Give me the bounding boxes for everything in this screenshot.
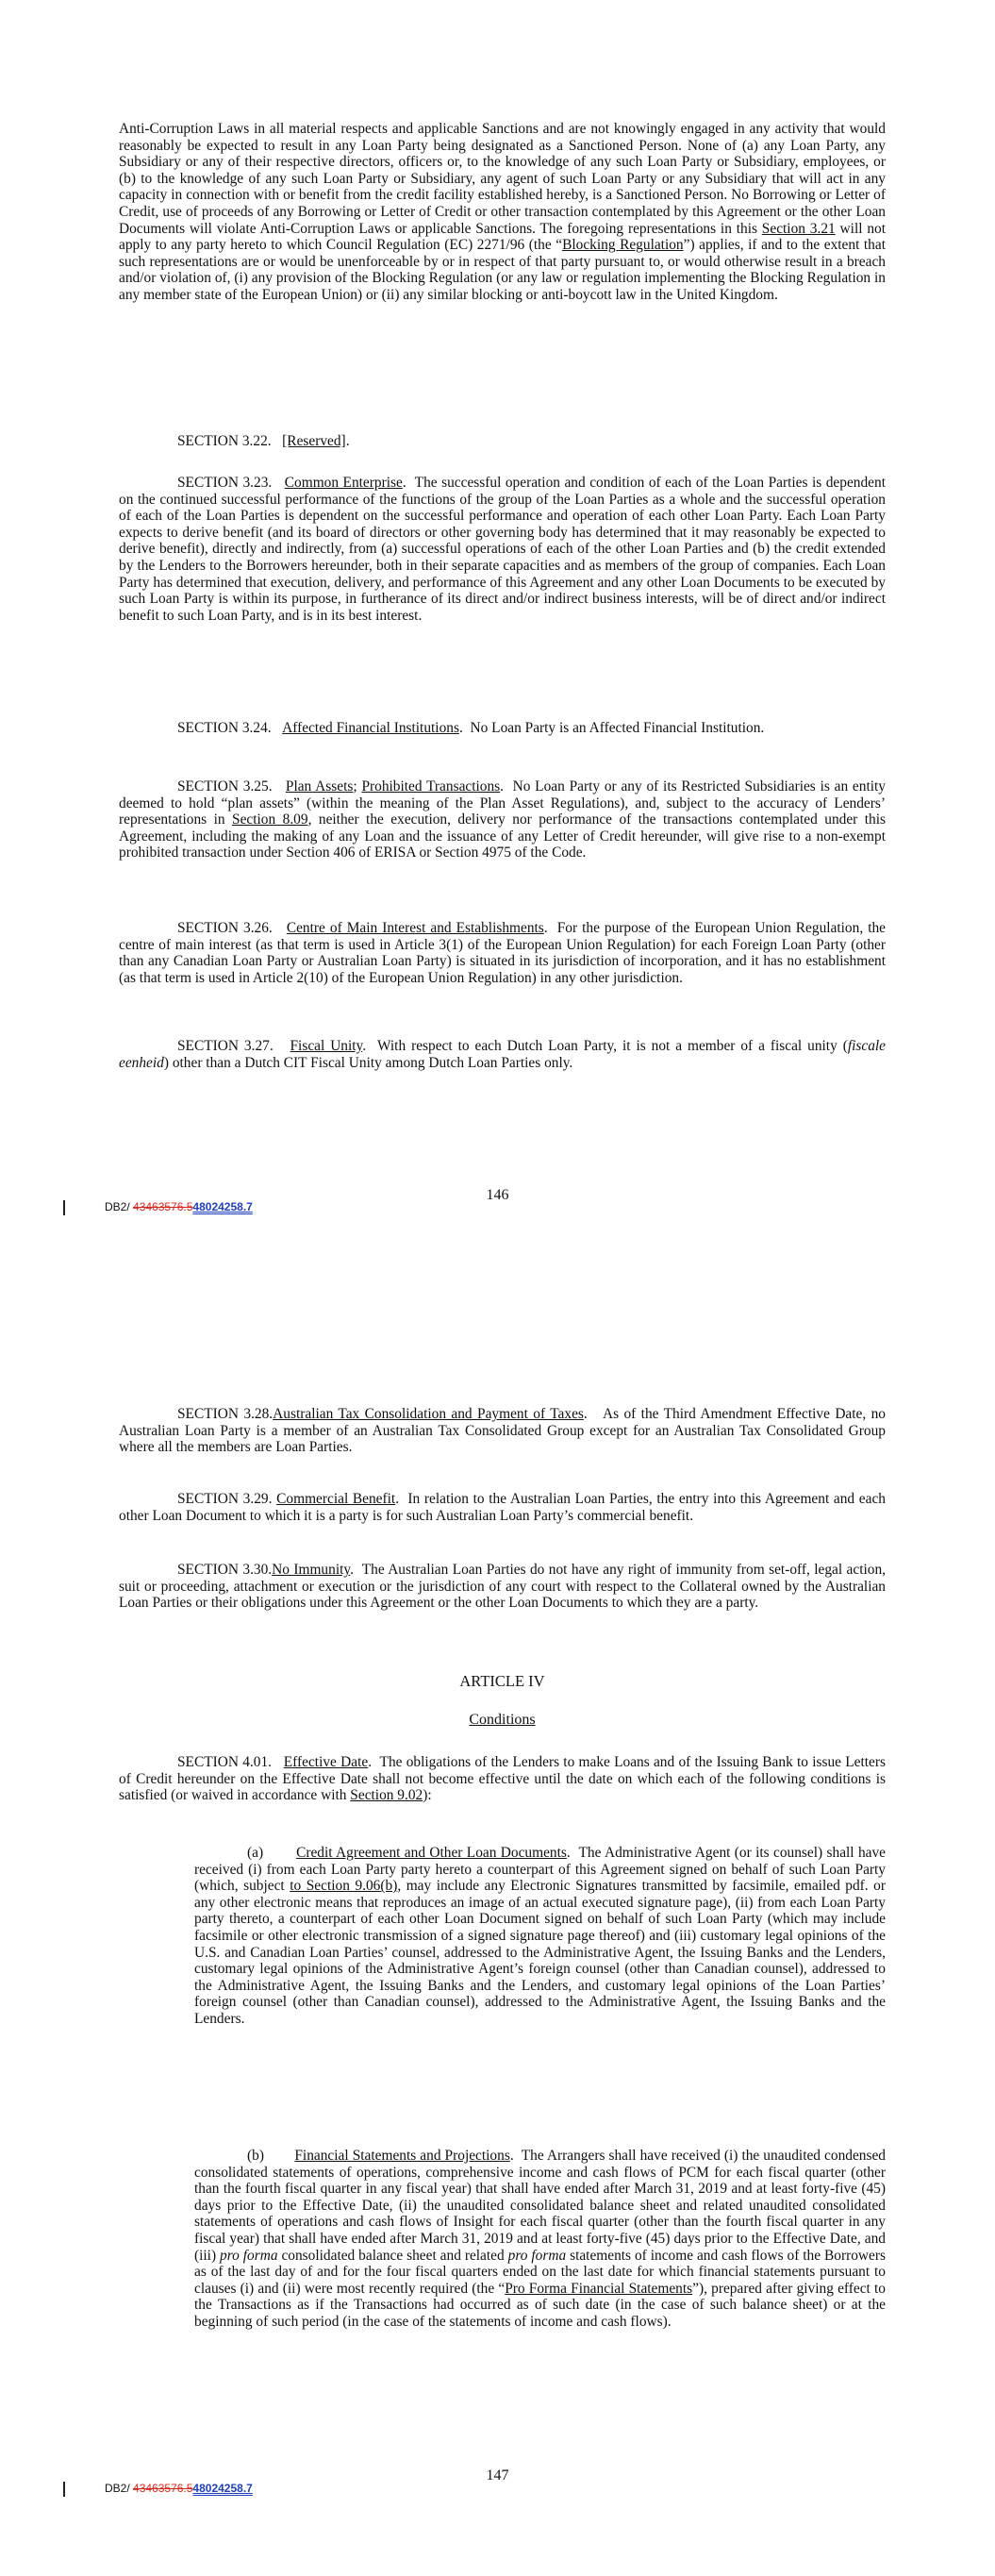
section-number: SECTION 3.25. (177, 778, 273, 795)
section-3-23: SECTION 3.23. Common Enterprise. The successful operation and condition of each of the Loan Parties is dependent on the continued successful performance of the functions of the group of the Loan Parties as a whole and the successful operation of each of the Loan Parties is dependent on the successful performance and operation of each other Loan Party. Each Loan Party expects to derive benefit (and its board of directors or other governing body has determined that it may reasonably be expected to derive benefit), directly and indirectly, from (a) successful operations of each of the other Loan Parties and (b) the credit extended by the Lenders to the Borrowers hereunder, both in their separate capacities and as members of the group of companies. Each Loan Party has determined that execution, delivery, and performance of this Agreement and any other Loan Documents to be executed by such Loan Party is within its purpose, in furtherance of its direct and/or indirect business interests, will be of direct and/or indirect benefit to such Loan Party, and is in its best interest. (119, 475, 886, 624)
section-number: SECTION 3.28. (177, 1406, 274, 1422)
clause-text: The Arrangers shall have received (i) the unaudited condensed consolidated statements of operations, comprehensive income and cash flows of PCM for each fiscal quarter (other than the fourth fiscal quarter in any fiscal year) that shall have ended after March 31, 2019 and at least forty-five (45) days prior to the Effective Date, (ii) the unaudited consolidated balance sheet and related unaudited consolidated statements of operations and cash flows of Insight for each fiscal quarter (other than the fourth fiscal quarter in any fiscal year) that shall have ended after March 31, 2019 and at least forty-five (45) days prior to the Effective Date, and (iii) (194, 2148, 887, 2264)
section-4-01: SECTION 4.01. Effective Date. The obligations of the Lenders to make Loans and of the Issuing Bank to issue Letters of Credit hereunder on the Effective Date shall not become effective until the date on which each of the following conditions is satisfied (or waived in accordance with Section 9.02): (119, 1754, 886, 1804)
paragraph-sanctions-continuation (119, 121, 886, 304)
section-text: ) other than a Dutch CIT Fiscal Unity among Dutch Loan Parties only. (163, 1054, 573, 1071)
section-3-28: SECTION 3.28.Australian Tax Consolidation and Payment of Taxes. As of the Third Amendment Effective Date, no Australian Loan Party is a member of an Australian Tax Consolidated Group except for an Australian Tax Consolidated Group where all the members are Loan Parties. (119, 1406, 887, 1456)
clause-label: (b) (247, 2148, 264, 2164)
section-text: The successful operation and condition of each of the Loan Parties is dependent on the continued successful performance of the functions of the group of the Loan Parties as a whole and the successful operation of each of the Loan Parties is dependent on the successful performance and operation of each other Loan Party. Each Loan Party expects to derive benefit (and its board of directors or other governing body has determined that it may reasonably be expected to derive benefit), directly and indirectly, from (a) successful operations of each of the other Loan Parties and (b) the credit extended by the Lenders to the Borrowers hereunder, both in their separate capacities and as members of the group of companies. Each Loan Party has determined that execution, delivery, and performance of this Agreement and any other Loan Documents to be executed by such Loan Party is within its purpose, in furtherance of its direct and/or indirect business interests, will be of direct and/or indirect benefit to such Loan Party, and is in its best interest. (119, 475, 886, 624)
clause-label: (a) (247, 1845, 264, 1861)
section-title: Plan Assets (285, 778, 354, 795)
section-number: SECTION 3.30. (177, 1562, 273, 1578)
section-title: [Reserved] (282, 433, 346, 449)
clause-text: , may include any Electronic Signatures transmitted by facsimile, emailed pdf. or any other electronic means that reproduces an image of an actual executed signature page), (ii) from each Loan Party party thereto, a counterpart of each other Loan Document signed on behalf of such Loan Party (which may include facsimile or other electronic transmission of a signed signature page thereof) and (iii) customary legal opinions of the U.S. and Canadian Loan Parties’ counsel, addressed to the Administrative Agent, the Issuing Banks and the Lenders, customary legal opinions of the Administrative Agent’s foreign counsel (other than Canadian counsel), addressed to the Administrative Agent, the Issuing Banks and the Lenders, and customary legal opinions of the Loan Parties’ foreign counsel (other than Canadian counsel), addressed to the Administrative Agent, the Issuing Banks and the Lenders. (194, 1878, 886, 2027)
article-heading: ARTICLE IV (459, 1672, 545, 1690)
section-text: , neither the execution, delivery nor performance of the transactions contemplated under this Agreement, including the making of any Loan and the issuance of any Letter of Credit hereunder, will give rise to a non-exempt prohibited transaction under Section 406 of ERISA or Section 4975 of the Code. (119, 811, 886, 861)
footer-deleted-id: 43463576.5 (133, 1200, 193, 1214)
italic-term: pro forma (507, 2247, 567, 2264)
section-title: Centre of Main Interest and Establishments (286, 920, 544, 936)
paragraph-text: will not apply to any party hereto to which Council Regulation (EC) 2271/96 (the “ (119, 220, 886, 254)
section-number: SECTION 3.22. (177, 433, 272, 449)
section-text: No Loan Party or any of its Restricted Subsidiaries is an entity deemed to hold “plan assets” (within the meaning of the Plan Asset Regulations), and, subject to the accuracy of Lenders’ representations in (119, 778, 886, 828)
section-3-24: SECTION 3.24. Affected Financial Institutions. No Loan Party is an Affected Financial Institution. (177, 720, 765, 736)
document-footer (63, 2482, 253, 2497)
section-text: The obligations of the Lenders to make Loans and of the Issuing Bank to issue Letters of Credit hereunder on the Effective Date shall not become effective until the date on which each of the following conditions is satisfied (or waived in accordance with (119, 1754, 886, 1804)
italic-term: fiscale eenheid (119, 1038, 887, 1071)
clause-title: Financial Statements and Projections (294, 2148, 510, 2164)
section-number: SECTION 3.29. (177, 1491, 273, 1507)
page-number: 146 (486, 1187, 509, 1203)
footer-deleted-id: 43463576.5 (133, 2482, 193, 2496)
clause-text: The Administrative Agent (or its counsel) shall have received (i) from each Loan Party party hereto a counterpart of this Agreement signed on behalf of such Loan Party (which, subject (194, 1845, 887, 1895)
defined-term: Pro Forma Financial Statements (505, 2280, 693, 2297)
section-title: Effective Date (283, 1754, 369, 1770)
change-bar (63, 2482, 65, 2497)
clause-text: statements of income and cash flows of the Borrowers as of the last day of and for the four fiscal quarters ended on the last date for which financial statements pursuant to clauses (i) and (ii) were most recently required (the “ (194, 2247, 886, 2297)
page-147 (0, 1288, 995, 2576)
section-text: The Australian Loan Parties do not have any right of immunity from set-off, legal action, suit or proceeding, attachment or execution or the jurisdiction of any court with respect to the Collateral owned by the Australian Loan Parties or their obligations under this Agreement or the other Loan Documents to which they are a party. (119, 1562, 886, 1612)
section-3-26: SECTION 3.26. Centre of Main Interest and Establishments. For the purpose of the European Union Regulation, the centre of main interest (as that term is used in Article 3(1) of the European Union Regulation) for each Foreign Loan Party (other than any Canadian Loan Party or Australian Loan Party) is situated in its jurisdiction of incorporation, and it has no establishment (as that term is used in Article 2(10) of the European Union Regulation) in any other jurisdiction. (119, 920, 886, 986)
clause-title: Credit Agreement and Other Loan Documents (296, 1845, 567, 1861)
footer-inserted-id: 48024258.7 (192, 2482, 253, 2496)
section-number: SECTION 3.24. (177, 720, 272, 736)
article-title-wrap (119, 1712, 886, 1729)
section-number: SECTION 3.23. (177, 475, 273, 491)
section-title: Affected Financial Institutions (282, 720, 459, 736)
section-title: Commercial Benefit (276, 1491, 396, 1507)
section-3-30: SECTION 3.30.No Immunity. The Australian Loan Parties do not have any right of immunity from set-off, legal action, suit or proceeding, attachment or execution or the jurisdiction of any court with respect to the Collateral owned by the Australian Loan Parties or their obligations under this Agreement or the other Loan Documents to which they are a party. (119, 1562, 886, 1612)
section-text: No Loan Party is an Affected Financial Institution. (470, 720, 765, 736)
section-text: In relation to the Australian Loan Parties, the entry into this Agreement and each other Loan Document to which it is a party is for such Australian Loan Party’s commercial benefit. (119, 1491, 886, 1524)
page-number: 147 (486, 2467, 509, 2484)
footer-prefix: DB2/ (105, 1200, 134, 1214)
section-number: SECTION 3.26. (177, 920, 273, 936)
section-3-29: SECTION 3.29. Commercial Benefit. In relation to the Australian Loan Parties, the entry into this Agreement and each other Loan Document to which it is a party is for such Australian Loan Party’s commercial benefit. (119, 1491, 886, 1524)
section-text: For the purpose of the European Union Regulation, the centre of main interest (as that term is used in Article 3(1) of the European Union Regulation) for each Foreign Loan Party (other than any Canadian Loan Party or Australian Loan Party) is situated in its jurisdiction of incorporation, and it has no establishment (as that term is used in Article 2(10) of the European Union Regulation) in any other jurisdiction. (119, 920, 886, 986)
clause-text: ”), prepared after giving effect to the Transactions as if the Transactions had occurred as of such date (in the case of such balance sheet) or at the beginning of such period (in the case of the statements of income and cash flows). (194, 2280, 887, 2330)
section-3-25: SECTION 3.25. Plan Assets; Prohibited Transactions. No Loan Party or any of its Restricted Subsidiaries is an entity deemed to hold “plan assets” (within the meaning of the Plan Asset Regulations), and, subject to the accuracy of Lenders’ representations in Section 8.09, neither the execution, delivery nor performance of the transactions contemplated under this Agreement, including the making of any Loan and the issuance of any Letter of Credit hereunder, will give rise to a non-exempt prohibited transaction under Section 406 of ERISA or Section 4975 of the Code. (119, 778, 886, 861)
section-text: ): (423, 1787, 432, 1804)
footer-inserted-id: 48024258.7 (192, 1200, 253, 1214)
document-footer (63, 1200, 253, 1215)
section-reference: Section 8.09 (232, 811, 308, 828)
italic-term: pro forma (220, 2247, 278, 2264)
footer-prefix: DB2/ (105, 2482, 134, 2496)
defined-term: Blocking Regulation (562, 237, 684, 254)
section-number: SECTION 4.01. (177, 1754, 273, 1770)
section-title: No Immunity (272, 1562, 351, 1578)
section-reference: Section 9.02 (350, 1787, 423, 1804)
section-title: Fiscal Unity (290, 1038, 363, 1054)
article-title: Conditions (469, 1712, 536, 1728)
section-title: Prohibited Transactions (361, 778, 501, 795)
change-bar (63, 1200, 65, 1215)
clause-b: (b) Financial Statements and Projections. The Arrangers shall have received (i) the unaudited condensed consolidated statements of operations, comprehensive income and cash flows of PCM for each fiscal quarter (other than the fourth fiscal quarter in any fiscal year) that shall have ended after March 31, 2019 and at least forty-five (45) days prior to the Effective Date, (ii) the unaudited consolidated balance sheet and related unaudited consolidated statements of operations and cash flows of Insight for each fiscal quarter (other than the fourth fiscal quarter in any fiscal year) that shall have ended after March 31, 2019 and at least forty-five (45) days prior to the Effective Date, and (iii) pro forma consolidated balance sheet and related pro forma statements of income and cash flows of the Borrowers as of the last day of and for the four fiscal quarters ended on the last date for which financial statements pursuant to clauses (i) and (ii) were most recently required (the “Pro Forma Financial Statements”), prepared after giving effect to the Transactions as if the Transactions had occurred as of such date (in the case of such balance sheet) or at the beginning of such period (in the case of the statements of income and cash flows). (194, 2148, 887, 2330)
section-title: Common Enterprise (284, 475, 403, 491)
section-3-22: SECTION 3.22. [Reserved]. (177, 433, 350, 449)
paragraph-text: Anti-Corruption Laws in all material respects and applicable Sanctions and are not knowingly engaged in any activity that would reasonably be expected to result in any Loan Party being designated as a Sanctioned Person. None of (a) any Loan Party, any Subsidiary or any of their respective directors, officers or, to the knowledge of any such Loan Party or Subsidiary, employees, or (b) to the knowledge of any such Loan Party or Subsidiary, any agent of such Loan Party or any Subsidiary that will act in any capacity in connection with or benefit from the credit facility established hereby, is a Sanctioned Person. No Borrowing or Letter of Credit, use of proceeds of any Borrowing or Letter of Credit or other transaction contemplated by this Agreement or the other Loan Documents will violate Anti-Corruption Laws or applicable Sanctions. The foregoing representations in this (119, 121, 886, 237)
clause-text: consolidated balance sheet and related (277, 2247, 508, 2264)
section-title: Australian Tax Consolidation and Payment of Taxes (273, 1406, 584, 1422)
paragraph-text: ”) applies, if and to the extent that such representations are or would be unenforceable by or in respect of that party pursuant to, or would otherwise result in a breach and/or violation of, (i) any provision of the Blocking Regulation (or any law or regulation implementing the Blocking Regulation in any member state of the European Union) or (ii) any similar blocking or anti-boycott law in the United Kingdom. (119, 237, 886, 303)
section-text: With respect to each Dutch Loan Party, it is not a member of a fiscal unity ( (376, 1038, 848, 1054)
clause-a: (a) Credit Agreement and Other Loan Documents. The Administrative Agent (or its counsel) shall have received (i) from each Loan Party party hereto a counterpart of this Agreement signed on behalf of such Loan Party (which, subject to Section 9.06(b), may include any Electronic Signatures transmitted by facsimile, emailed pdf. or any other electronic means that reproduces an image of an actual executed signature page), (ii) from each Loan Party party thereto, a counterpart of each other Loan Document signed on behalf of such Loan Party (which may include facsimile or other electronic transmission of a signed signature page thereof) and (iii) customary legal opinions of the U.S. and Canadian Loan Parties’ counsel, addressed to the Administrative Agent, the Issuing Banks and the Lenders, customary legal opinions of the Administrative Agent’s foreign counsel (other than Canadian counsel), addressed to the Administrative Agent, the Issuing Banks and the Lenders, and customary legal opinions of the Loan Parties’ foreign counsel (other than Canadian counsel), addressed to the Administrative Agent, the Issuing Banks and the Lenders. (194, 1845, 887, 2027)
section-number: SECTION 3.27. (177, 1038, 274, 1054)
section-3-27: SECTION 3.27. Fiscal Unity. With respect to each Dutch Loan Party, it is not a member of a fiscal unity (fiscale eenheid) other than a Dutch CIT Fiscal Unity among Dutch Loan Parties only. (119, 1038, 887, 1071)
section-reference: Section 3.21 (761, 220, 836, 237)
section-reference: to Section 9.06(b) (290, 1878, 398, 1895)
section-text: As of the Third Amendment Effective Date, no Australian Loan Party is a member of an Australian Tax Consolidated Group except for an Australian Tax Consolidated Group where all the members are Loan Parties. (119, 1406, 887, 1456)
